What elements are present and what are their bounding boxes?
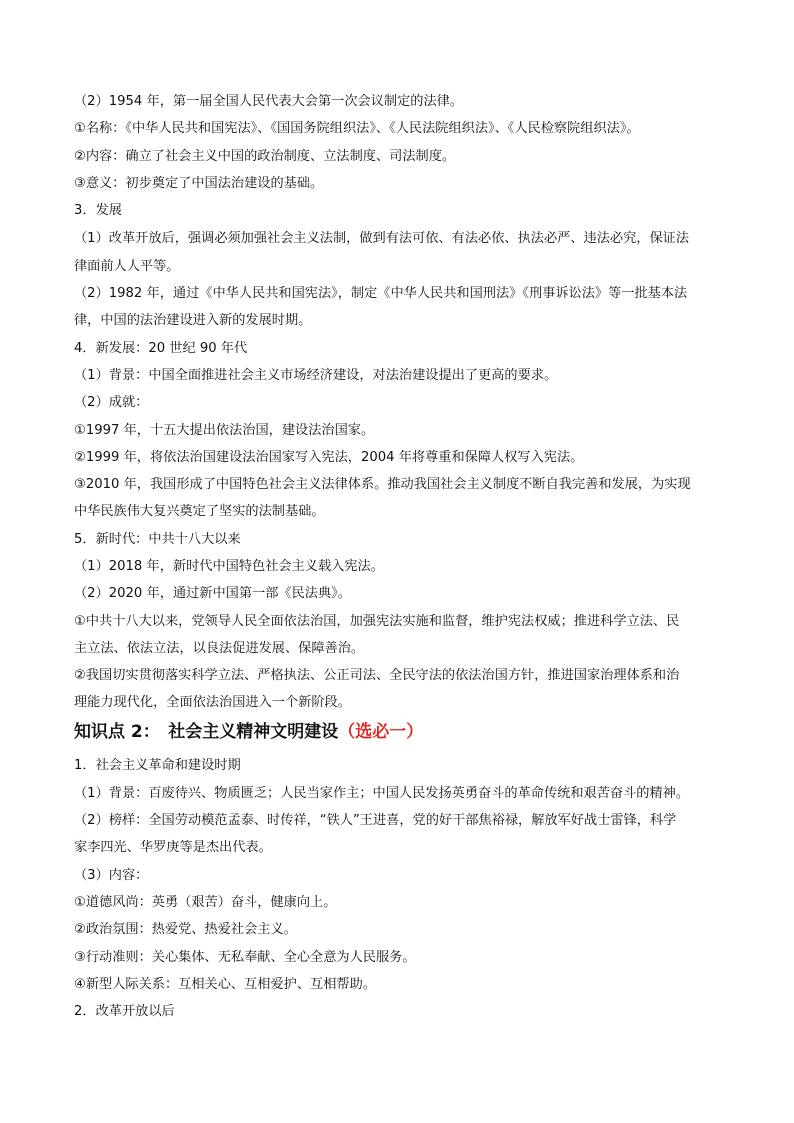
text-line: 4．新发展：20 世纪 90 年代 xyxy=(74,341,248,356)
text-line: ④新型人际关系：互相关心、互相爱护、互相帮助。 xyxy=(74,977,376,992)
text-line: ②1999 年，将依法治国建设法治国家写入宪法，2004 年将尊重和保障人权写入宪法。 xyxy=(74,450,584,465)
text-line: 3．发展 xyxy=(74,203,122,218)
text-line: 主立法、依法立法，以良法促进发展、保障善治。 xyxy=(74,641,365,656)
text-line: （2）2020 年，通过新中国第一部《民法典》。 xyxy=(74,586,351,601)
text-line: 律，中国的法治建设进入新的发展时期。 xyxy=(74,313,312,328)
text-line: 理能力现代化，全面依法治国进入一个新阶段。 xyxy=(74,695,351,710)
text-line: 中华民族伟大复兴奠定了坚实的法制基础。 xyxy=(74,504,325,519)
text-line: ③2010 年，我国形成了中国特色社会主义法律体系。推动我国社会主义制度不断自我完善和发展，为实现 xyxy=(74,477,691,492)
text-line: （2）1954 年，第一届全国人民代表大会第一次会议制定的法律。 xyxy=(74,94,464,109)
text-line: （3）内容： xyxy=(74,868,149,883)
text-line: （1）背景：百废待兴、物质匮乏；人民当家作主；中国人民发扬英勇奋斗的革命传统和艰苦奋斗的精神。 xyxy=(74,786,690,801)
text-line: ③行动准则：关心集体、无私奉献、全心全意为人民服务。 xyxy=(74,950,416,965)
text-line: ①中共十八大以来，党领导人民全面依法治国，加强宪法实施和监督，维护宪法权威；推进科学立法、民 xyxy=(74,614,680,629)
text-line: ①名称：《中华人民共和国宪法》、《国国务院组织法》、《人民法院组织法》、《人民检察院组织法》。 xyxy=(74,121,640,136)
text-line: （2）榜样：全国劳动模范孟泰、时传祥，“铁人”王进喜，党的好干部焦裕禄，解放军好战士雷锋，科学 xyxy=(74,813,677,828)
text-line: 1．社会主义革命和建设时期 xyxy=(74,758,241,773)
text-line: 律面前人人平等。 xyxy=(74,259,180,274)
text-line: （1）2018 年，新时代中国特色社会主义载入宪法。 xyxy=(74,559,384,574)
text-line: ②政治氛围：热爱党、热爱社会主义。 xyxy=(74,922,297,937)
text-line: ①1997 年，十五大提出依法治国，建设法治国家。 xyxy=(74,423,375,438)
text-line: （1）改革开放后，强调必须加强社会主义法制，做到有法可依、有法必依、执法必严、违法必究，保证法 xyxy=(74,231,690,246)
section-heading-title: 知识点 2： 社会主义精神文明建设 xyxy=(74,722,339,742)
text-line: ②我国切实贯彻落实科学立法、严格执法、公正司法、全民守法的依法治国方针，推进国家治理体系和治 xyxy=(74,668,680,683)
text-line: （2）成就： xyxy=(74,395,149,410)
text-line: 5．新时代：中共十八大以来 xyxy=(74,532,241,547)
text-line: 2．改革开放以后 xyxy=(74,1004,175,1019)
section-heading xyxy=(74,720,734,744)
text-line: ③意义：初步奠定了中国法治建设的基础。 xyxy=(74,176,324,191)
text-line: （1）背景：中国全面推进社会主义市场经济建设，对法治建设提出了更高的要求。 xyxy=(74,368,558,383)
text-line: 家李四光、华罗庚等是杰出代表。 xyxy=(74,840,272,855)
section-heading-note: （选必一） xyxy=(338,722,424,742)
text-line: ②内容：确立了社会主义中国的政治制度、立法制度、司法制度。 xyxy=(74,149,456,164)
text-line: ①道德风尚：英勇（艰苦）奋斗，健康向上。 xyxy=(74,895,337,910)
text-line: （2）1982 年，通过《中华人民共和国宪法》，制定《中华人民共和国刑法》《刑事诉讼法》等一批基本法 xyxy=(74,286,688,301)
